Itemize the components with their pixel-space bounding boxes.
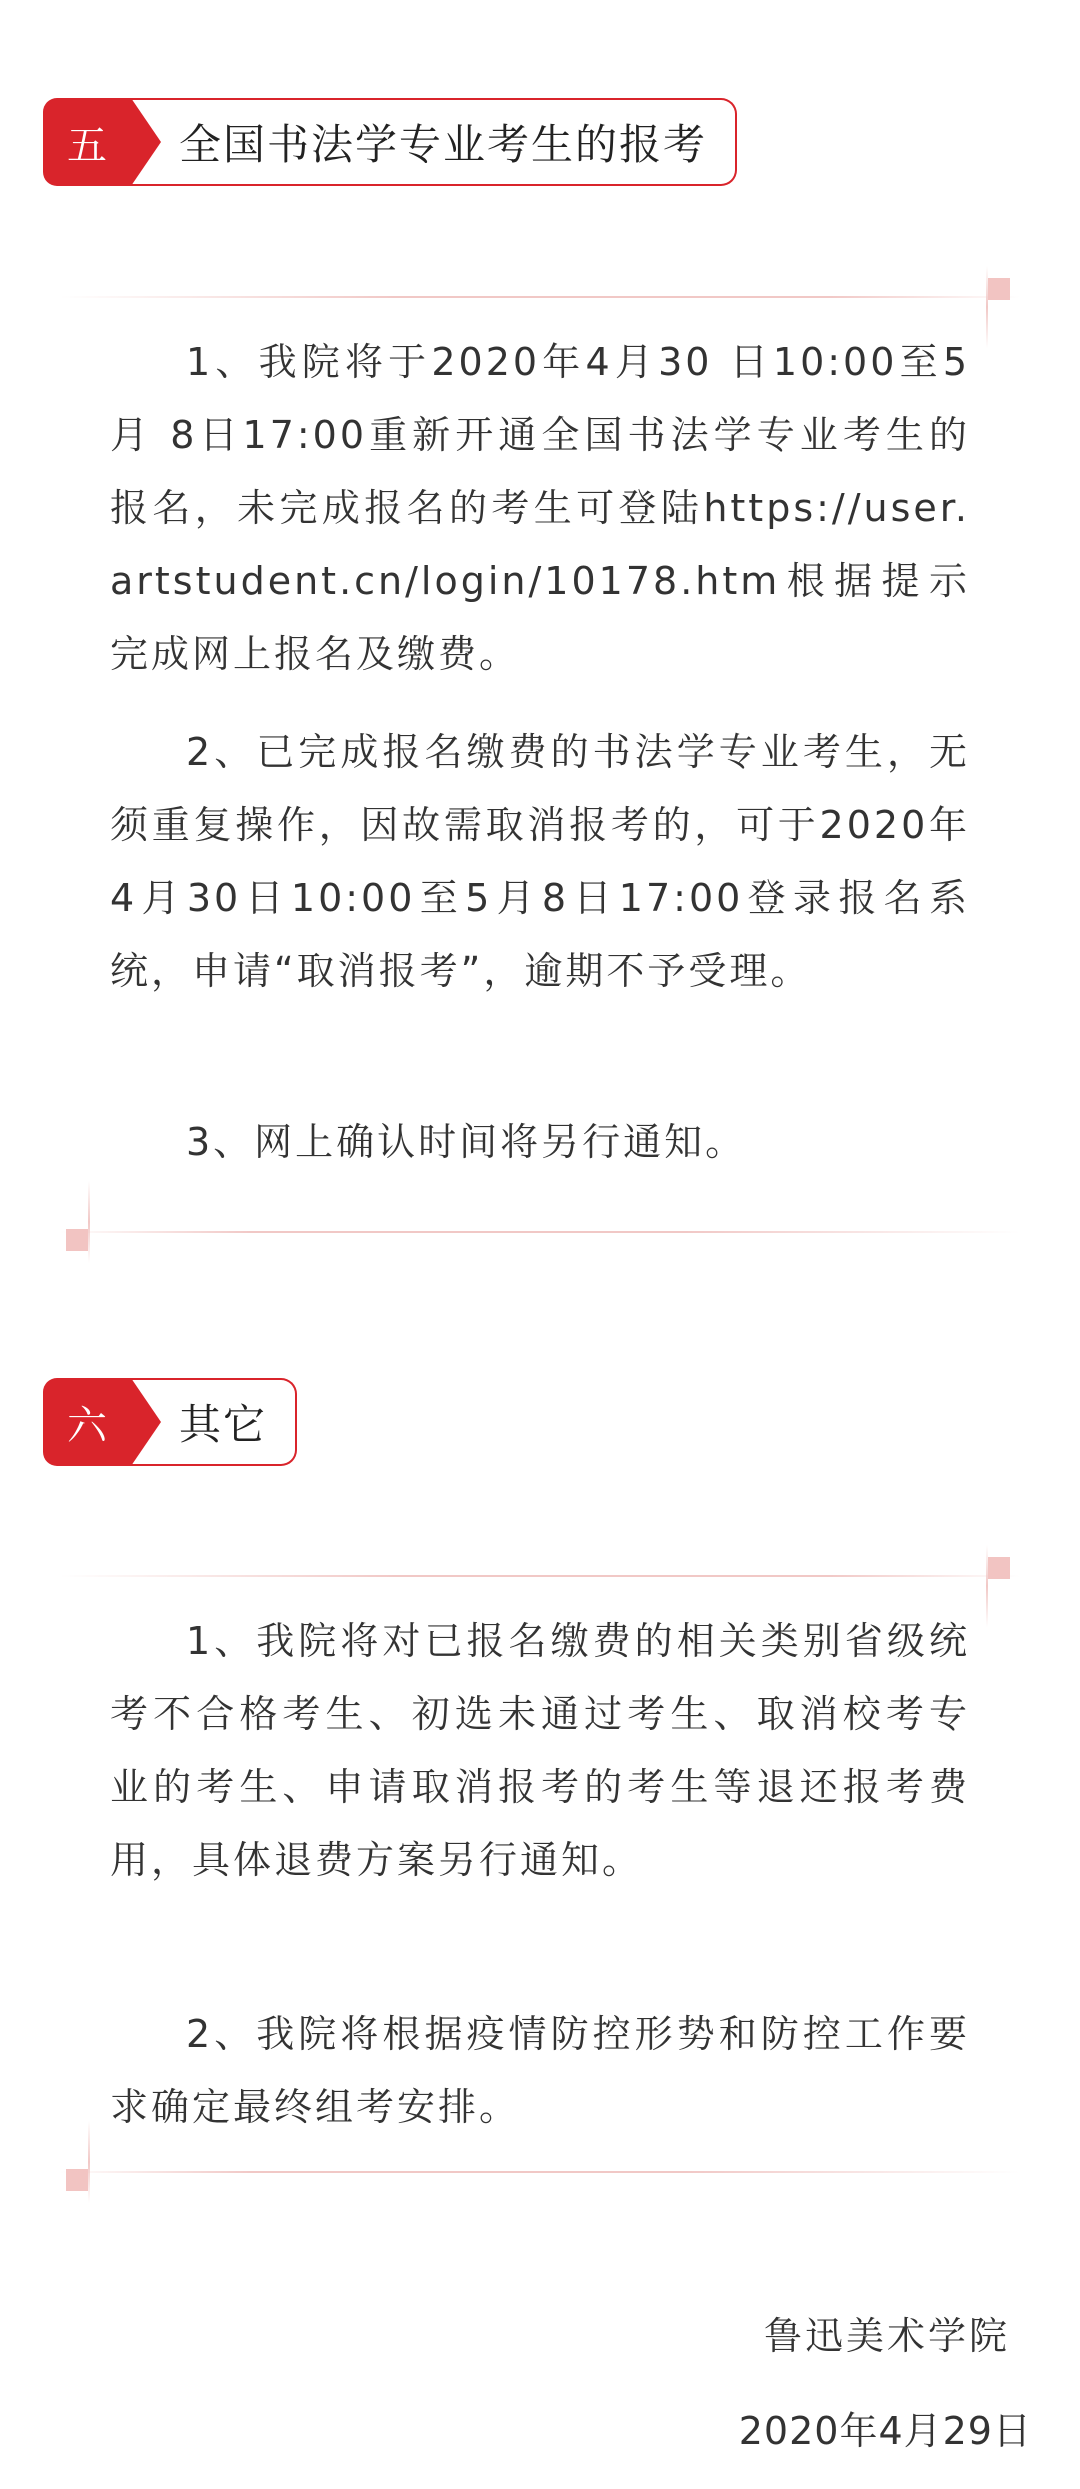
- frame-corner-square: [988, 278, 1010, 300]
- section-6-content: [60, 1575, 1020, 2173]
- frame-bottom-line: [60, 1231, 1020, 1233]
- signature: 鲁迅美术学院: [763, 2314, 1010, 2358]
- frame-bottom-line: [60, 2171, 1020, 2173]
- section-5-title: 全国书法学专业考生的报考: [179, 120, 708, 169]
- section-6-number: 六: [67, 1402, 107, 1449]
- section-5-paragraph-1: 1、我院将于2020年4月30 日10:00至5月 8日17:00重新开通全国书法学专业考生的报名，未完成报名的考生可登陆https://user.artstudent.cn/login/10178.htm根据提示完成网上报名及缴费。: [110, 340, 970, 676]
- section-5-title-box: [131, 98, 737, 186]
- frame-top-line: [60, 296, 1020, 298]
- section-6-header: [43, 1378, 297, 1466]
- document-date: 2020年4月29日: [738, 2409, 1032, 2453]
- section-6-paragraph-1: 1、我院将对已报名缴费的相关类别省级统考不合格考生、初选未通过考生、取消校考专业的考生、申请取消报考的考生等退还报考费用，具体退费方案另行通知。: [110, 1619, 970, 1882]
- section-6-paragraph-2: 2、我院将根据疫情防控形势和防控工作要求确定最终组考安排。: [110, 2012, 970, 2129]
- section-5-paragraph-2: 2、已完成报名缴费的书法学专业考生，无须重复操作，因故需取消报考的，可于2020年4月30日10:00至5月8日17:00登录报名系统，申请“取消报考”，逾期不予受理。: [110, 730, 970, 993]
- section-5-content: [60, 296, 1020, 1233]
- section-5-paragraph-3: 3、网上确认时间将另行通知。: [186, 1120, 747, 1164]
- section-6-number-badge: [43, 1378, 131, 1466]
- section-5-number-badge: [43, 98, 131, 186]
- section-5-number: 五: [67, 122, 107, 169]
- frame-corner-square: [66, 1229, 88, 1251]
- frame-corner-line: [88, 1181, 90, 1263]
- frame-top-line: [60, 1575, 1020, 1577]
- section-6-title: 其它: [179, 1400, 268, 1449]
- section-5-header: [43, 98, 737, 186]
- frame-corner-square: [66, 2169, 88, 2191]
- frame-corner-square: [988, 1557, 1010, 1579]
- frame-corner-line: [88, 2121, 90, 2203]
